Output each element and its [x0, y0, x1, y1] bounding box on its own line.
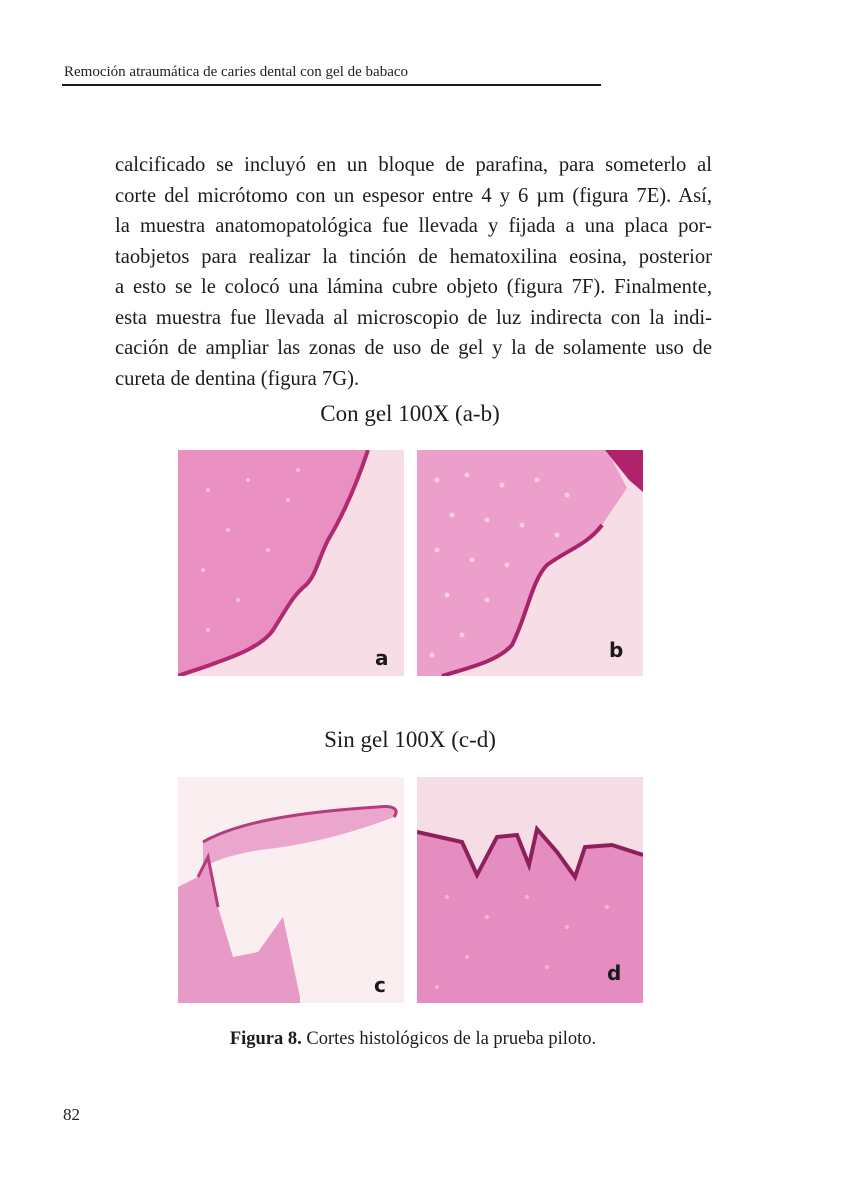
panel-letter-c: c	[374, 973, 386, 997]
panel-letter-b: b	[609, 638, 624, 662]
body-line-8: cureta de dentina (figura 7G).	[115, 368, 360, 390]
page-number: 82	[63, 1105, 80, 1124]
body-line-3: la muestra anatomopatológica fue llevada y fijada a una placa por-	[115, 215, 712, 237]
body-line-6: esta muestra fue llevada al microscopio de luz indirecta con la indi-	[115, 307, 712, 329]
figure-panel-c	[178, 777, 404, 1003]
body-line-4: taobjetos para realizar la tinción de hematoxilina eosina, posterior	[115, 246, 712, 268]
figure-caption-label: Figura 8.	[229, 1029, 302, 1049]
body-line-2: corte del micrótomo con un espesor entre 4 y 6 µm (figura 7E). Así,	[115, 185, 712, 207]
figure-caption-text: Cortes histológicos de la prueba piloto.	[301, 1029, 597, 1049]
body-line-7: cación de ampliar las zonas de uso de gel y la de solamente uso de	[115, 337, 712, 359]
figure-panel-a	[178, 450, 404, 676]
figure-caption	[0, 1029, 826, 1050]
body-line-5: a esto se le colocó una lámina cubre objeto (figura 7F). Finalmente,	[115, 276, 712, 298]
histology-micrograph-icon	[178, 777, 404, 1003]
figure-group-caption-top: Con gel 100X (a-b)	[320, 401, 500, 426]
running-header: Remoción atraumática de caries dental con gel de babaco	[64, 64, 409, 80]
figure-group-caption-bottom: Sin gel 100X (c-d)	[324, 727, 496, 752]
panel-letter-a: a	[375, 646, 389, 670]
histology-micrograph-icon	[178, 450, 404, 676]
body-line-1: calcificado se incluyó en un bloque de parafina, para someterlo al	[115, 154, 712, 176]
figure-panel-b	[417, 450, 643, 676]
panel-letter-d: d	[607, 961, 622, 985]
header-rule	[62, 84, 601, 86]
figure-panel-d	[417, 777, 643, 1003]
